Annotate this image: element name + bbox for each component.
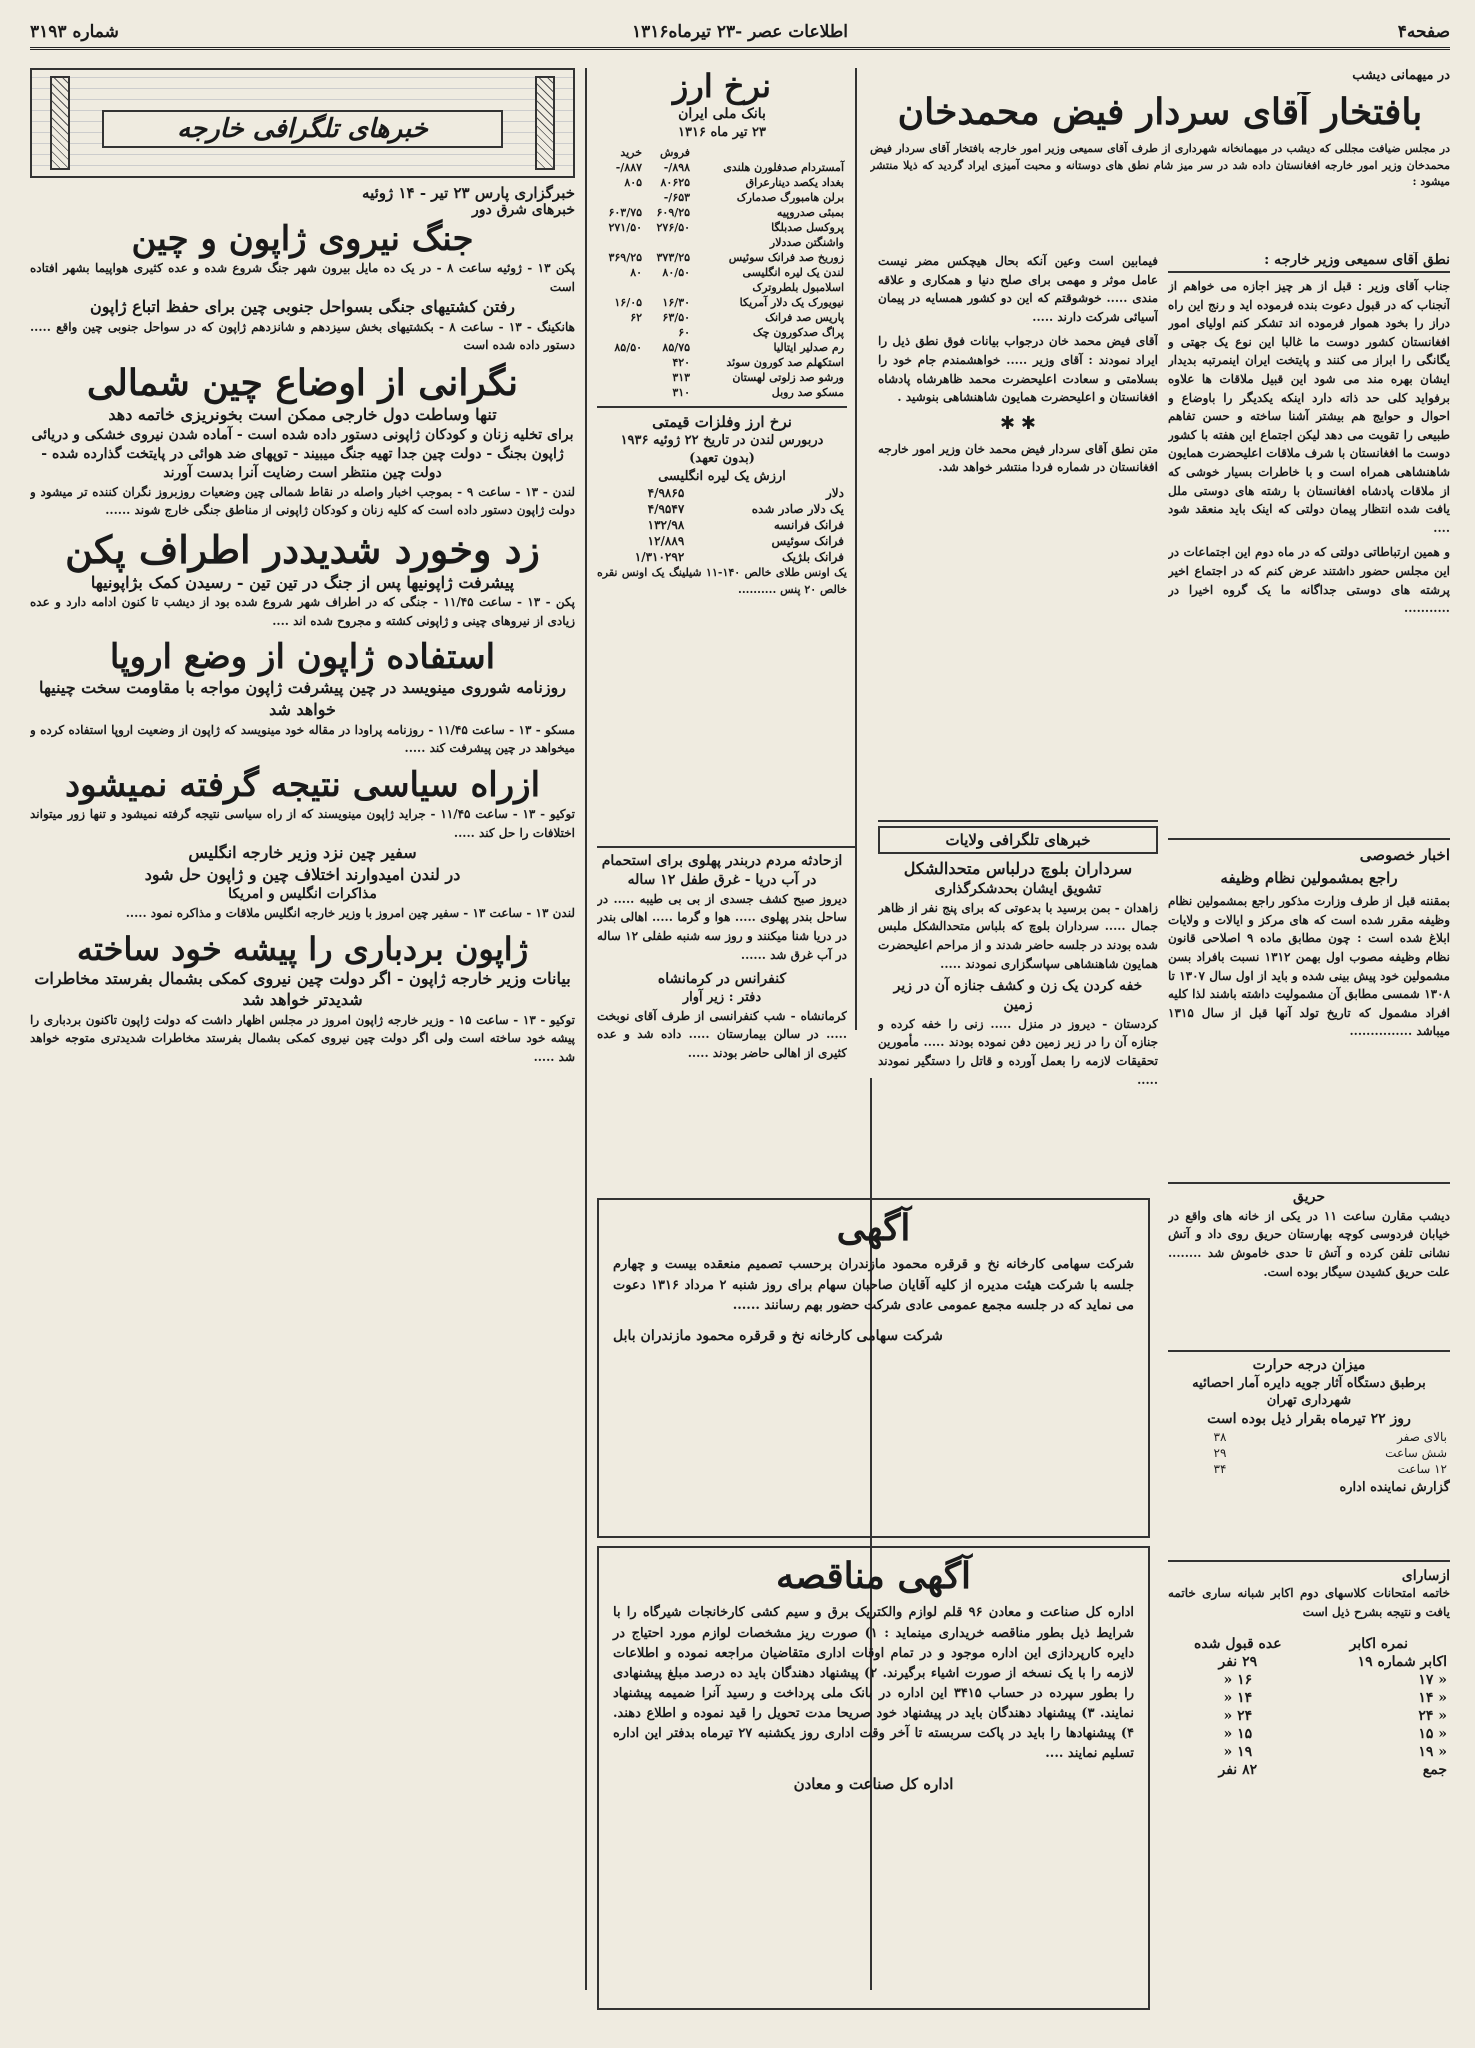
school-cell: ۱۶ « (1223, 1672, 1253, 1689)
toast: آقای فیض محمد خان درجواب بیانات فوق نطق ذیل را ایراد نمودند : آقای وزیر ..... خواهشمندم جام خود را بسلامتی و سعادت اعلیحضرت محمد ظاهرشاه پادشاه افغانستان و اعلیحضرت همایون شاهنشاهی بنوشید . (878, 334, 1158, 405)
gold-cell: فرانک سوئیس (771, 534, 844, 549)
private-news (1168, 846, 1450, 1176)
star-ornament-icon: ✱ ✱ (1000, 412, 1036, 434)
rule-fire (1168, 1182, 1450, 1184)
prov-headline-3: خفه کردن یک زن و کشف جنازه آن در زیر زمین (893, 978, 1143, 1013)
table-row (1168, 1671, 1450, 1689)
gold-note: یک اونس طلای خالص ۱۴۰-۱۱ شیلینگ یک اونس نقره خالص ۲۰ پنس .......... (597, 566, 847, 596)
table-row (597, 340, 847, 355)
headline-war: جنگ نیروی ژاپون و چین (131, 219, 474, 259)
prov-headline: سرداران بلوچ درلباس متحدالشکل (903, 859, 1133, 879)
gold-subtitle-2: (بدون تعهد) (689, 451, 755, 467)
arz-cell: ۸۹۸/- (663, 161, 691, 175)
page-number: صفحه۴ (1397, 22, 1450, 42)
school-cell: « ۱۵ (1418, 1726, 1447, 1743)
arz-cell: اسلامبول بلطروترک (752, 281, 844, 295)
gold-table (597, 485, 847, 565)
page-header (30, 20, 1450, 50)
arz-cell: لندن یک لیره انگلیسی (742, 266, 844, 280)
temp-line: روز ۲۲ تیرماه بقرار ذیل بوده است (1207, 1410, 1411, 1427)
school-header: عده قبول شده (1194, 1636, 1282, 1653)
gold-cell: فرانک فرانسه (773, 518, 844, 533)
provinces-news (878, 826, 1158, 1186)
patience-body: توکیو - ۱۳ - ساعت ۱۵ - وزیر خارجه ژاپون امروز در مجلس اظهار داشت که دولت ژاپون تاکنون بردباری را پیشه خود ساخته است ولی اگر دولت چین نیروی کمکی بشمال بفرستد مخاطرات شدیدتری متوجه خواهد شد ..... (30, 1012, 575, 1064)
table-row (597, 533, 847, 549)
school-header: نمره اکابر (1349, 1636, 1408, 1653)
temp-table (1168, 1429, 1450, 1477)
arz-cell: ۱۶/۰۵ (614, 296, 643, 310)
table-row (1168, 1725, 1450, 1743)
school-cell: ۲۹ نفر (1218, 1654, 1258, 1671)
headline-patience: ژاپون بردباری را پیشه خود ساخته (76, 929, 529, 968)
arz-header: خرید (620, 146, 643, 160)
fire-body: دیشب مقارن ساعت ۱۱ در یکی از خانه های واقع در خیابان فردوسی کوچه بهارستان حریق روی داد و آتش نشانی تلفن کرده و آتش تا حدی خاموش شد ........ علت حریق کشیدن سیگار بوده است. (1168, 1208, 1450, 1279)
table-row (597, 265, 847, 280)
arz-cell: ۶۰۹/۲۵ (656, 206, 691, 220)
arz-cell: آمستردام صدفلورن هلندی (723, 161, 844, 175)
peking-fight-sub: پیشرفت ژاپونیها پس از جنگ در تین تین - رسیدن کمک بژاپونیها (90, 572, 515, 592)
patience-sub: بیانات وزیر خارجه ژاپون - اگر دولت چین نیروی کمکی بشمال بفرستد مخاطرات شدیدتر خواهد شد (34, 968, 571, 1010)
war-body: پکن ۱۳ - ژوئیه ساعت ۸ - در یک ده مایل بیرون شهر جنگ شروع شده و عده کثیری هواپیما بشهر افتاده است (30, 261, 575, 294)
column-rule-mid (855, 68, 857, 1030)
temp-row (1168, 1461, 1450, 1477)
dateline: خبرگزاری پارس ۲۳ تیر - ۱۴ ژوئیه (362, 184, 575, 202)
arz-cell: ۶۲ (630, 311, 643, 325)
london-headline: در لندن امیدوارند اختلاف چین و ژاپون حل شود (144, 864, 461, 884)
issue-number: شماره ۳۱۹۳ (30, 22, 119, 42)
arz-cell: بمبئی صدروپیه (776, 206, 844, 220)
arz-cell (597, 190, 645, 205)
europe-body: مسکو - ۱۳ - ساعت ۱۱/۴۵ - روزنامه پراودا در مقاله خود مینویسد که ژاپون از وضعیت اروپا استفاده کرده و میخواهد در چین پیشرفت کند ..... (30, 722, 575, 756)
crime-body: دیروز صبح کشف جسدی از بی بی طیبه ..... در ساحل بندر پهلوی ..... هوا و گرما ..... اهالی بندر در دریا شنا میکنند و روز سه شنبه طفلی ۱۲ ساله در آب غرق شد ...... (597, 891, 847, 962)
gold-cell: ۱۳۲/۹۸ (647, 518, 685, 533)
tender-title: آگهی مناقصه (775, 1555, 972, 1597)
temp-label: بالای صفر (1397, 1429, 1447, 1444)
news-headline: راجع بمشمولین نظام وظیفه (1220, 869, 1398, 887)
gold-cell: فرانک بلژیک (782, 550, 844, 565)
mid-right-column (878, 252, 1158, 812)
headline-sardar: بافتخار آقای سردار فیض محمدخان (897, 92, 1423, 133)
school-cell: ۱۴ « (1223, 1690, 1253, 1707)
school-cell: ۱۵ « (1223, 1726, 1253, 1743)
rule-provinces (878, 820, 1158, 822)
gold-block (597, 406, 847, 598)
table-row (597, 160, 847, 175)
arz-cell: ۶۵۳/- (663, 191, 691, 205)
arz-cell: ۳۱۳ (672, 371, 691, 385)
rule-news (1168, 838, 1450, 840)
temp-value: ۳۸ (1213, 1429, 1227, 1444)
gold-cell: دلار (826, 486, 844, 501)
arz-cell: نیویورک یک دلار آمریکا (739, 296, 844, 310)
arz-cell: ۸۰/۵۰ (662, 266, 691, 280)
table-row (597, 517, 847, 533)
arz-cell (645, 280, 693, 295)
table-row (597, 501, 847, 517)
rule-crime (597, 846, 855, 848)
ships-headline: رفتن کشتیهای جنگی بسواحل جنوبی چین برای حفظ اتباع ژاپون (89, 297, 516, 317)
school-cell: « ۱۷ (1418, 1672, 1447, 1689)
drowning-news (597, 852, 847, 1192)
arz-cell: ۶۳/۵۰ (662, 311, 691, 325)
intro-continued: فیمابین است وعین آنکه بحال هیچکس مضر نیست عامل موثر و مهمی برای صلح دنیا و همکاری و علاقه مندی ..... خوشوقتم که این دو کشور همسایه در پیمان آسیائی شرکت دارند ..... (878, 254, 1158, 324)
table-row (597, 295, 847, 310)
arz-cell: پاریس صد فرانک (765, 311, 844, 325)
toast-end: متن نطق آقای سردار فیض محمد خان وزیر امور خارجه افغانستان در شماره فردا منتشر خواهد شد. (878, 441, 1158, 475)
prov-body-2: کردستان - دیروز در منزل ..... زنی را خفه کرده و جنازه آن را در زیر زمین دفن نموده بودند ..... مأمورین تحقیقات لازمه را بعمل آورده و قاتل را دستگیر نمودند ..... (878, 1016, 1158, 1087)
arz-cell: پراگ صدکورون چک (752, 326, 844, 340)
ad-body: شرکت سهامی کارخانه نخ و قرقره محمود مازندران برحسب تصمیم منعقده بیست و چهارم جلسه با شرکت هیئت مدیره از کلیه آقایان صاحبان سهام برای روز شنبه ۲ مرداد ۱۳۱۶ دعوت می نماید که در جلسه مجمع عمومی عادی شرکت حضور بهم رسانند ...... (613, 1257, 1134, 1313)
ad-title: آگهی (836, 1207, 911, 1249)
arz-cell: ۸۵/۷۵ (662, 341, 691, 355)
arz-cell: ۴۲۰ (672, 356, 691, 370)
arz-cell: پروکسل صدبلگا (771, 221, 844, 235)
prov-title: خبرهای تلگرافی ولایات (878, 826, 1158, 854)
ad-box (597, 1198, 1150, 1538)
arz-cell: ۸۰۶۲۵ (660, 176, 691, 190)
prov-headline-2: تشویق ایشان بحدشکرگذاری (934, 880, 1102, 897)
fire-title: حریق (1293, 1189, 1325, 1205)
table-row (597, 310, 847, 325)
gold-title: نرخ ارز وفلزات قیمتی (652, 413, 792, 432)
newspaper-page (30, 20, 1450, 2030)
speech-title: نطق آقای سمیعی وزیر خارجه : (1168, 252, 1450, 273)
arz-cell: ۲۷۱/۵۰ (608, 221, 643, 235)
arz-cell: ۱۶/۳۰ (662, 296, 691, 310)
talks-headline: مذاکرات انگلیس و امریکا (228, 886, 377, 903)
school-table (1168, 1635, 1450, 1779)
arz-cell: رم صدلیر ایتالیا (773, 341, 844, 355)
table-row (597, 485, 847, 501)
table-row (1168, 1761, 1450, 1779)
school-cell: ۸۲ نفر (1218, 1762, 1258, 1779)
ambassador-headline: سفیر چین نزد وزیر خارجه انگلیس (188, 843, 417, 863)
table-row (597, 385, 847, 400)
kicker: در میهمانی دیشب (1352, 68, 1450, 83)
headline-intro: در مجلس ضیافت مجللی که دیشب در میهمانخانه شهرداری از طرف آقای سمیعی وزیر امور خارجه بافتخار آقای سردار فیض محمدخان وزیر امور خارجه افغانستان داده شد در سر میز شام نطق های دوستانه و محبت آمیزی ایراد گردید که ذیلا منتشر میشود : (870, 142, 1450, 189)
temp-row (1168, 1429, 1450, 1445)
arz-cell (597, 355, 645, 370)
speech-body: جناب آقای وزیر : قبل از هر چیز اجازه می خواهم از آنجناب که در قبول دعوت بنده فرموده اید و رنج این راه دراز را بخود هموار فرموده اند تشکر کنم اولیای امور افغانستان کشور دوست ما غالبا این نوع یک جهتی و یگانگی را ابراز می کنند و پایتخت ایران اینمرتبه بدیدار ایشان بهره مند می شود این قبیل ملاقات ها علاوه برفواید کلی حد ذاته دارد اینکه یکدیگر را باوضاع و احوال و حوایج هم بیشتر آشنا ساخته و حسن تفاهم طبیعی را تقویت می دهد لیکن اجتماع این هفته با کشور دوست ما افغانستان با شرف ملاقات اعلیحضرت همایون شاهنشاهی همراه است و با خاطرات بسیار خوشی که از ملاقات پادشاه افغانستان با رشته های دوستی ملل یافت شده انتظار پیمان دولتی که اینک باید منعقد شود .... (1168, 279, 1450, 535)
arz-cell (597, 325, 645, 340)
arz-cell (597, 385, 645, 400)
table-row (597, 280, 847, 295)
gold-cell: ۴/۹۵۴۷ (647, 502, 685, 517)
temp-value: ۲۹ (1213, 1445, 1227, 1460)
north-china-body: لندن - ۱۳ - ساعت ۹ - بموجب اخبار واصله در نقاط شمالی چین وضعیات روزبروز نگران کننده تر میشود و دولت ژاپون دستور داده است که کلیه زنان و کودکان ژاپونی از مناطق جنگی خارج شوند ...... (30, 484, 575, 518)
prov-body: زاهدان - بمن برسید با بدعوتی که برای پنج نفر از ظاهر جمال ..... سرداران بلوچ که بلباس متحدالشکل ملبس شده بودند در جلسه حاضر شدند و از مراحم اعلیحضرت همایون شاهنشاهی سپاسگزاری نمودند ..... (878, 900, 1158, 971)
temp-note: گزارش نماینده اداره (1339, 1479, 1450, 1495)
arz-cell: ۳۱۰ (672, 386, 691, 400)
ad-signature: شرکت سهامی کارخانه نخ و قرقره محمود مازندران بابل (613, 1327, 943, 1344)
temp-row (1168, 1445, 1450, 1461)
telegraph-pole-icon (535, 76, 555, 170)
news-title: اخبار خصوصی (1359, 846, 1450, 864)
news-body: بمقننه قبل از طرف وزارت مذکور راجع بمشمولین نظام وظیفه مقرر شده است که های مرکز و ایالات و ولایات ابلاغ شده است : چون مطابق ماده ۹ اصلاحی قانون نظام وظیفه مصوب اول بهمن ۱۳۱۲ نسبت بافراد بسن مشمولین خود پیش بینی شده و باید از اول سال ۱۳۰۷ تا ۱۳۰۸ شمسی مطابق آن مشمولیت داشته باشند لذا کلیه افراد مشمول که تاریخ تولد آنها قبل از سال ۱۳۱۵ میباشد ............... (1168, 894, 1450, 1039)
school-title: ازسارای (1401, 1568, 1450, 1584)
school-cell: ۲۴ « (1223, 1708, 1253, 1725)
tender-body: اداره کل صناعت و معادن ۹۶ قلم لوازم والکتریک برق و سیم کشی کارخانجات شیرگاه را با شرایط ذیل بطور مناقصه خریداری مینماید : ۱) صورت ریز مشخصات لوازم مورد احتیاج در دایره کارپردازی این اداره موجود و در تمام اوقات اداری متقاضیان مراجعه نموده و اطلاعات لازمه را با یک نسخه از صورت اشیاء برگیرند. ۲) پیشنهاد دهندگان باید ده درصد مبلغ پیشنهادی را بطور سپرده در حساب ۳۴۱۵ این اداره در بانک ملی پرداخت و رسید آنرا ضمیمه پیشنهاد نمایند. ۳) پیشنهاد دهندگان باید در پیشنهاد خود صریحا مدت تحویل را قید نموده و اطلاع دهند. ۴) پیشنهادها را باید در پاکت سربسته تا آخر وقت اداری روز یکشنبه ۲۷ تیرماه بدفتر این اداره تسلیم نمایند .... (613, 1605, 1134, 1762)
arz-cell: ۸۸۷/- (615, 161, 643, 175)
foreign-news-banner (30, 68, 575, 178)
table-row (597, 205, 847, 220)
peking-fight-body: پکن - ۱۳ - ساعت ۱۱/۴۵ - جنگی که در اطراف شهر شروع شده بود از دیشب تا کنون ادامه دارد و عده زیادی از نیروهای چینی و ژاپونی کشته و مجروح شده اند .... (30, 595, 575, 628)
politics-body: توکیو - ۱۳ - ساعت ۱۱/۴۵ - جراید ژاپون مینویسند که از راه سیاسی نتیجه گرفته نمیشود و تنها زور میتواند اختلافات را حل کند ..... (30, 806, 575, 840)
table-row (597, 220, 847, 235)
temp-label: شش ساعت (1385, 1445, 1447, 1460)
arz-title: نرخ ارز (672, 68, 772, 105)
table-row (597, 325, 847, 340)
gold-subtitle: دربورس لندن در تاریخ ۲۲ ژوئیه ۱۹۳۶ (620, 433, 824, 449)
school-header-row (1168, 1635, 1450, 1653)
table-row (1168, 1653, 1450, 1671)
conf-subtitle: دفتر : زیر آوار (682, 990, 762, 1006)
arz-cell: ۶۰۳/۷۵ (608, 206, 643, 220)
temp-value: ۳۴ (1213, 1461, 1227, 1476)
fire-news (1168, 1188, 1450, 1348)
tender-box (597, 1546, 1150, 2010)
table-row (597, 250, 847, 265)
arz-cell: ۸۰ (630, 266, 643, 280)
school-results (1168, 1568, 1450, 1988)
arz-subtitle: بانک ملی ایران (678, 105, 766, 122)
school-cell: جمع (1422, 1762, 1447, 1779)
gold-subtitle-3: ارزش یک لیره انگلیسی (658, 468, 786, 484)
gold-cell: یک دلار صادر شده (751, 502, 844, 517)
conf-body: کرمانشاه - شب کنفرانسی از طرف آقای نوبخت ..... در سالن بیمارستان ..... داده شد و عده کثیری از اهالی حاضر بودند ..... (597, 1008, 847, 1060)
arz-cell: مسکو صد روبل (771, 386, 844, 400)
school-body: خاتمه امتحانات کلاسهای دوم اکابر شبانه ساری خاتمه یافت و نتیجه بشرح ذیل است (1168, 1586, 1450, 1619)
arz-cell: ۲۷۶/۵۰ (656, 221, 691, 235)
crime-title: ازحادثه مردم دربندر پهلوی برای استحمام در آب دریا - غرق طفل ۱۲ ساله (601, 853, 843, 888)
arz-cell: زوریخ صد فرانک سوئیس (728, 251, 844, 265)
temperature-box (1168, 1356, 1450, 1556)
banner-title: خبرهای تلگرافی خارجه (102, 110, 503, 148)
foreign-news-column (30, 68, 575, 2008)
table-row (597, 355, 847, 370)
column-rule-left (585, 68, 587, 1990)
table-row (597, 370, 847, 385)
telegraph-pole-icon (50, 76, 70, 170)
arz-cell (597, 235, 645, 250)
conf-title: کنفرانس در کرمانشاه (657, 971, 787, 988)
table-row (1168, 1689, 1450, 1707)
table-row (597, 190, 847, 205)
arz-header-row (597, 145, 847, 160)
table-row (597, 235, 847, 250)
right-headline-block (870, 92, 1450, 191)
arz-table (597, 145, 847, 400)
arz-cell: بغداد یکصد دینارعراق (745, 176, 844, 190)
headline-europe: استفاده ژاپون از وضع اروپا (109, 637, 496, 678)
arz-cell (597, 370, 645, 385)
school-cell: « ۲۴ (1418, 1708, 1447, 1725)
speech-body-2: و همین ارتباطاتی دولتی که در ماه دوم این اجتماعات در این مجلس حضور داشتند عرض کنم که در اجتماع اخیر پرشته های دوستی جداگانه ما یک گروه اخیرا در ........... (1168, 545, 1450, 616)
arz-cell: برلن هامبورگ صدمارک (736, 191, 844, 205)
table-row (597, 175, 847, 190)
ships-body: هانکینگ - ۱۳ - ساعت ۸ - بکشتیهای بخش سیزدهم و شانزدهم ژاپون که در سواحل جنوبی چین واقع ..... دستور داده شده است (30, 319, 575, 353)
gold-cell: ۱۲/۸۸۹ (647, 534, 685, 549)
headline-north-china: نگرانی از اوضاع چین شمالی (86, 362, 519, 405)
arz-cell: ورشو صد زلوتی لهستان (732, 371, 844, 385)
school-cell: « ۱۴ (1418, 1690, 1447, 1707)
arz-cell: ۶۰ (678, 326, 691, 340)
arz-cell (645, 235, 693, 250)
north-china-sub-2: برای تخلیه زنان و کودکان ژاپونی دستور داده شده است - آماده شدن نیروی خشکی و دریائی ژاپون بجنگ - دولت چین جدا تهیه جنگ میبیند - توپهای ضد هوائی در پایتخت گذارده شده - دولت چین منتظر است رضایت آنرا بدست آورند (31, 427, 574, 481)
table-row (1168, 1707, 1450, 1725)
issue-date: اطلاعات عصر -۲۳ تیرماه۱۳۱۶ (631, 22, 849, 42)
headline-peking-fight: زد وخورد شدیددر اطراف پکن (65, 526, 540, 572)
arz-cell: استکهلم صد کورون سوئد (726, 356, 844, 370)
arz-header (693, 145, 847, 160)
temp-subtitle: برطبق دستگاه آثار جویه دایره آمار احصائیه شهرداری تهران (1192, 1375, 1426, 1409)
arz-cell: واشنگتن صددلار (769, 236, 844, 250)
arz-cell: ۸۵/۵۰ (614, 341, 643, 355)
gold-cell: ۱/۳۱۰۲۹۲ (634, 550, 685, 565)
north-china-sub: تنها وساطت دول خارجی ممکن است بخونریزی خاتمه دهد (108, 405, 497, 425)
exchange-column (597, 68, 847, 843)
section-title: خبرهای شرق دور (471, 202, 575, 218)
arz-cell (597, 280, 645, 295)
gold-cell: ۴/۹۸۶۵ (647, 486, 685, 501)
arz-cell: ۳۶۹/۲۵ (608, 251, 643, 265)
rule-school (1168, 1560, 1450, 1562)
table-row (597, 549, 847, 565)
rule-temp (1168, 1350, 1450, 1352)
school-cell: « ۱۹ (1418, 1744, 1447, 1761)
arz-cell: ۸۰۵ (624, 176, 643, 190)
temp-title: میزان درجه حرارت (1252, 1357, 1366, 1373)
school-cell: ۱۹ « (1223, 1744, 1253, 1761)
arz-cell: ۳۷۳/۲۵ (656, 251, 691, 265)
arz-date: ۲۳ تیر ماه ۱۳۱۶ (678, 124, 766, 140)
table-row (1168, 1743, 1450, 1761)
arz-header: فروش (659, 146, 691, 160)
headline-politics: ازراه سیاسی نتیجه گرفته نمیشود (64, 764, 541, 805)
europe-sub: روزنامه شوروی مینویسد در چین پیشرفت ژاپون مواجه با مقاومت سخت چینیها خواهد شد (38, 678, 567, 720)
school-cell: اکابر شماره ۱۹ (1357, 1654, 1447, 1671)
temp-label: ۱۲ ساعت (1397, 1461, 1447, 1476)
talks-body: لندن ۱۳ - ساعت ۱۳ - سفیر چین امروز با وزیر خارجه انگلیس ملاقات و مذاکره نمود ..... (125, 906, 575, 921)
tender-signature: اداره کل صناعت و معادن (793, 1774, 954, 1793)
